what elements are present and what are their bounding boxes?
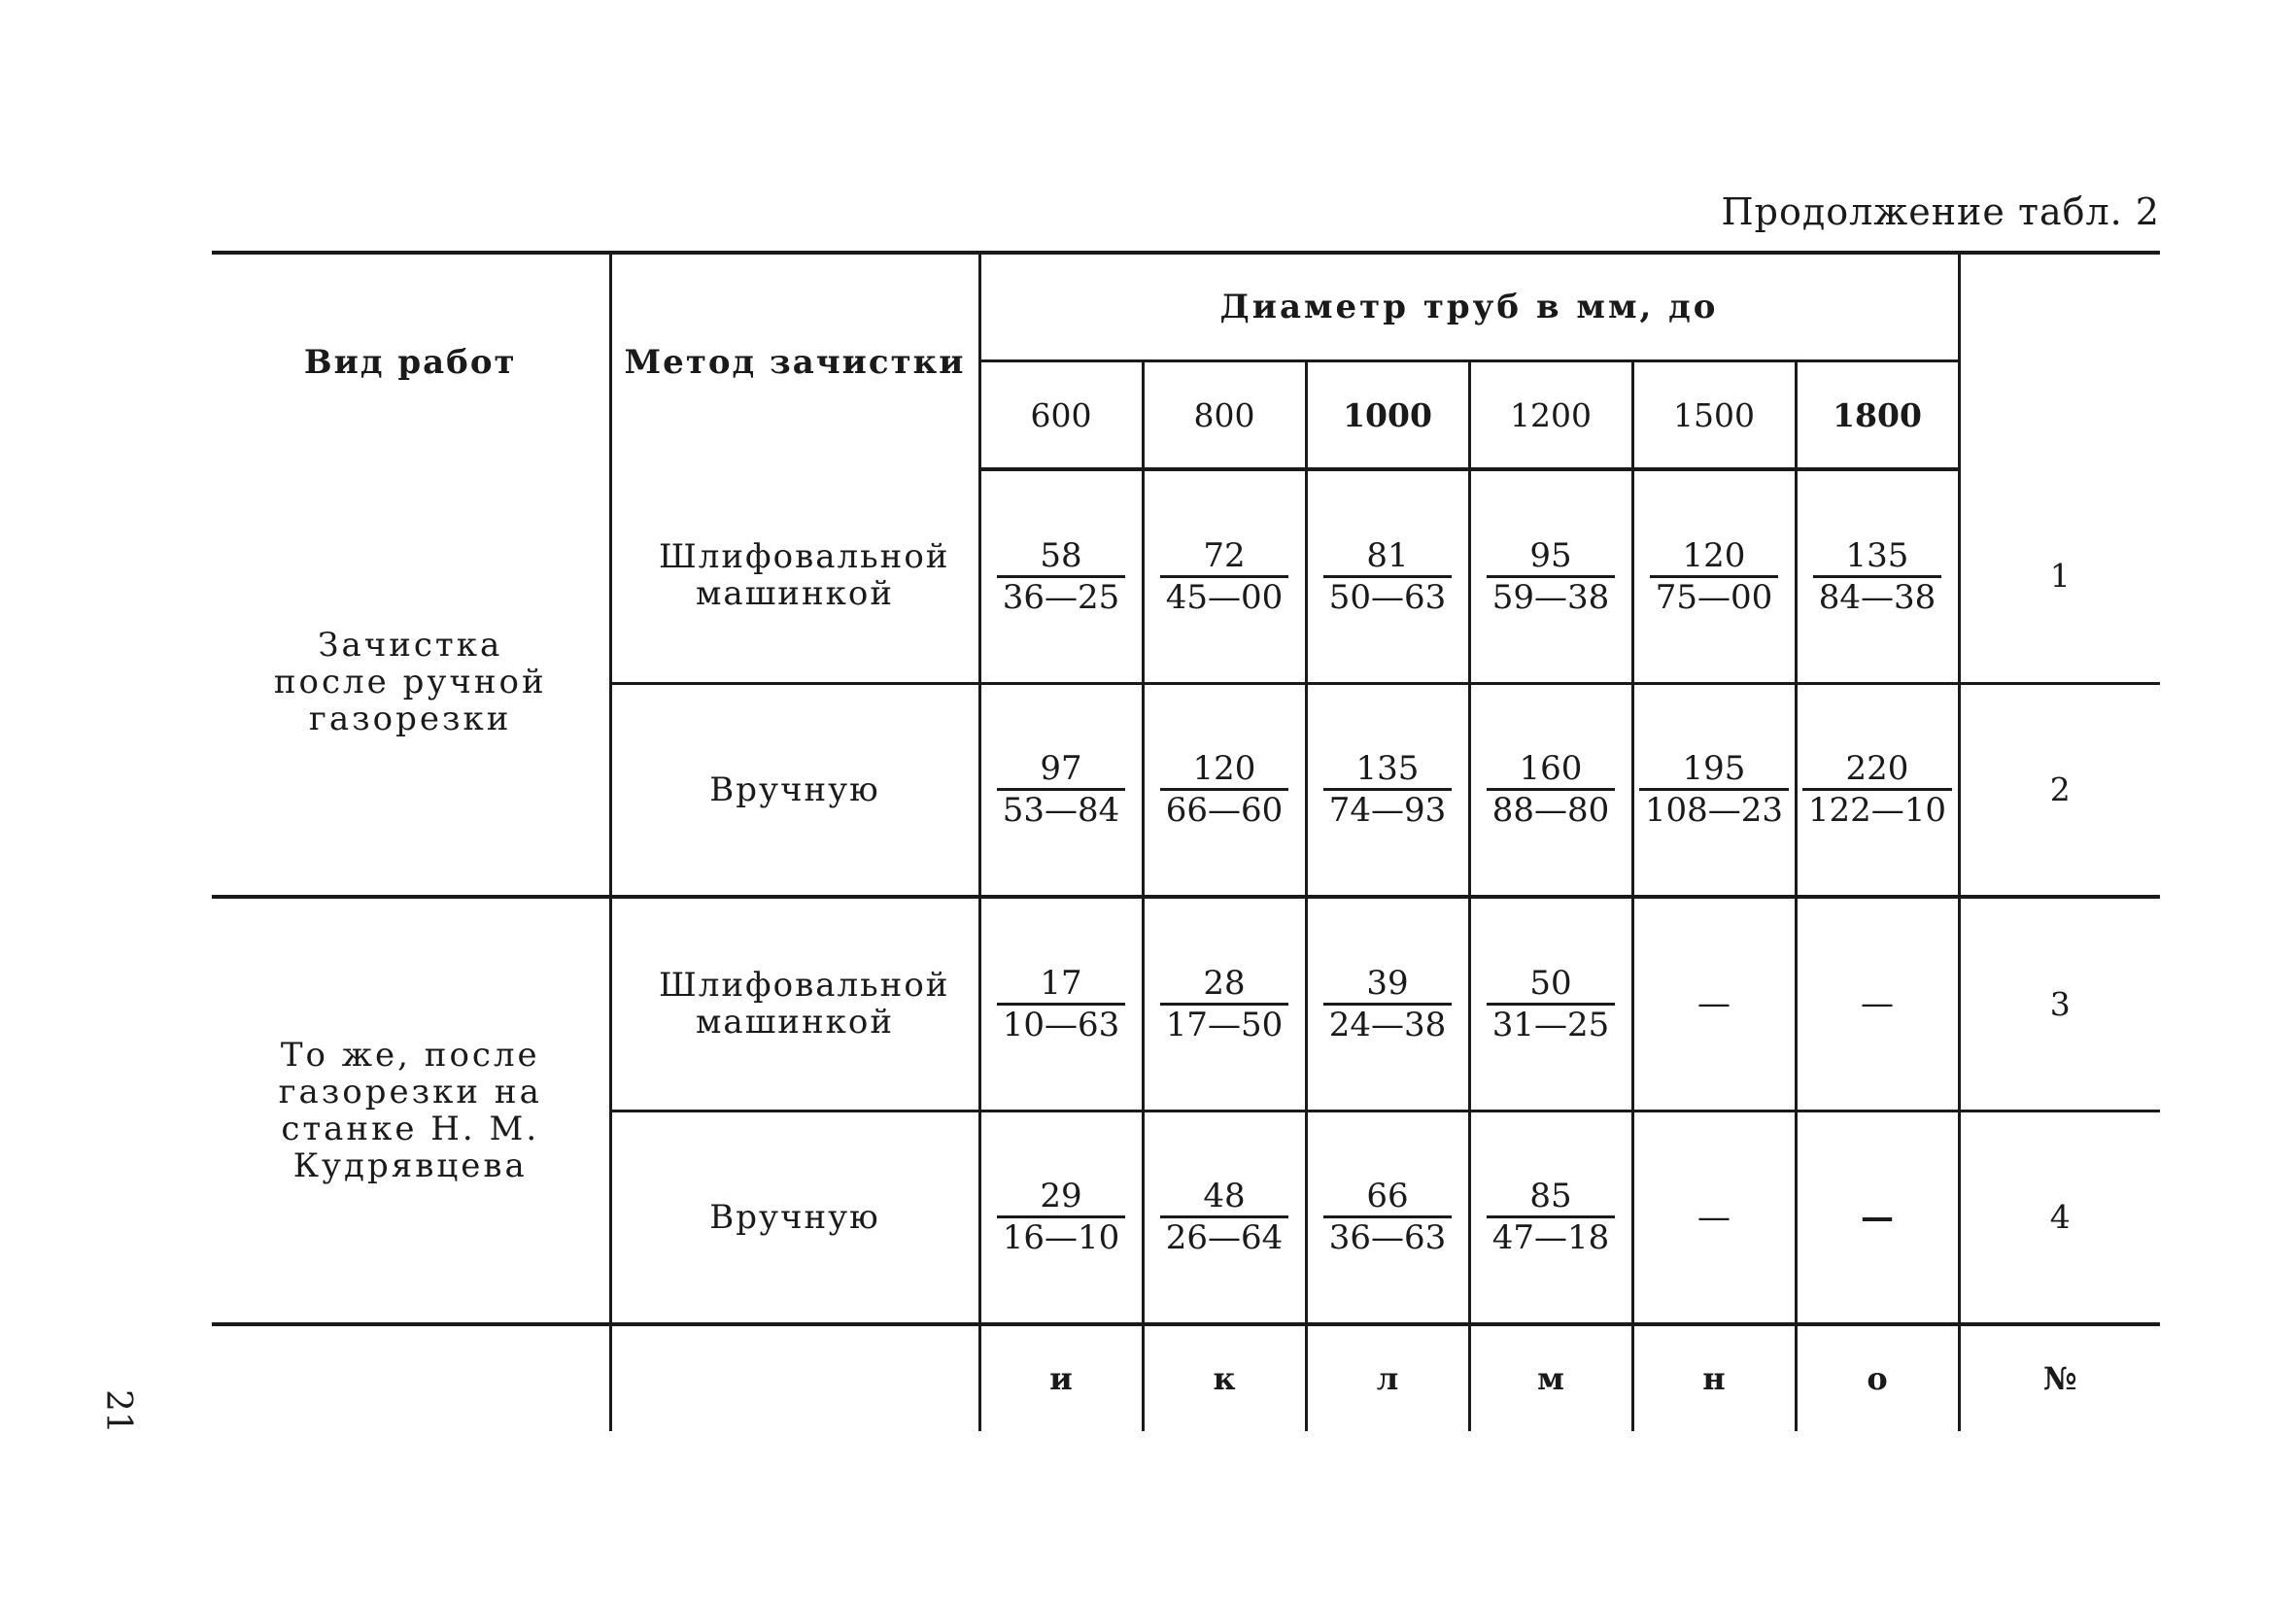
value-cell — [1796, 683, 1959, 897]
row-number: 3 — [1959, 897, 2160, 1111]
footer-empty — [610, 1324, 979, 1431]
method-cell — [610, 1111, 979, 1324]
value-cell — [1469, 897, 1632, 1111]
header-method — [610, 253, 979, 469]
value-cell — [1143, 897, 1306, 1111]
value-fraction: $\frac{58}{36—25}$ — [997, 536, 1126, 617]
value-cell — [1469, 683, 1632, 897]
value-fraction: $\frac{135}{84—38}$ — [1813, 536, 1942, 617]
header-work-type — [212, 253, 610, 469]
header-diameter-1000: 1000 — [1306, 361, 1469, 470]
value-cell — [1143, 469, 1306, 683]
value-fraction: $\frac{28}{17—50}$ — [1160, 964, 1289, 1044]
footer-letter: л — [1306, 1324, 1469, 1431]
empty-value-dash: — — [1861, 984, 1894, 1024]
value-fraction: $\frac{66}{36—63}$ — [1323, 1177, 1453, 1257]
value-fraction: $\frac{95}{59—38}$ — [1487, 536, 1616, 617]
value-fraction: $\frac{29}{16—10}$ — [997, 1177, 1126, 1257]
row-number: 1 — [1959, 469, 2160, 683]
norms-table — [212, 251, 2160, 1431]
value-fraction: $\frac{220}{122—10}$ — [1802, 749, 1952, 830]
value-cell — [1796, 469, 1959, 683]
value-fraction: $\frac{17}{10—63}$ — [997, 964, 1126, 1044]
value-fraction: $\frac{120}{66—60}$ — [1160, 749, 1289, 830]
value-cell — [1143, 683, 1306, 897]
row-number: 4 — [1959, 1111, 2160, 1324]
page-number: 21 — [98, 1389, 138, 1434]
work-type-label: То же, после газорезки на станке Н. М. Кудрявцева — [278, 1036, 542, 1185]
value-fraction: $\frac{39}{24—38}$ — [1323, 964, 1453, 1044]
value-cell — [1796, 897, 1959, 1111]
value-cell — [979, 1111, 1143, 1324]
footer-row — [212, 1324, 2160, 1431]
empty-value-dash: — — [1861, 1197, 1894, 1237]
value-cell — [1469, 469, 1632, 683]
value-fraction: $\frac{48}{26—64}$ — [1160, 1177, 1289, 1257]
footer-letter: н — [1632, 1324, 1796, 1431]
value-cell — [1143, 1111, 1306, 1324]
value-cell — [1306, 1111, 1469, 1324]
footer-number-sign: № — [1959, 1324, 2160, 1431]
value-fraction: $\frac{135}{74—93}$ — [1323, 749, 1453, 830]
value-fraction: $\frac{50}{31—25}$ — [1487, 964, 1616, 1044]
method-cell — [610, 683, 979, 897]
work-type-label: Зачистка после ручной газорезки — [273, 626, 547, 738]
empty-value-dash: — — [1697, 984, 1731, 1024]
row-number: 2 — [1959, 683, 2160, 897]
value-cell — [979, 897, 1143, 1111]
work-type-cell — [212, 469, 610, 897]
footer-letter: и — [979, 1324, 1143, 1431]
footer-letter: о — [1796, 1324, 1959, 1431]
header-diameter-label: Диаметр труб в мм, до — [1219, 288, 1719, 326]
value-cell — [1306, 897, 1469, 1111]
value-cell — [1632, 1111, 1796, 1324]
value-fraction: $\frac{195}{108—23}$ — [1639, 749, 1789, 830]
header-diameter-800: 800 — [1143, 361, 1306, 470]
value-cell — [1632, 897, 1796, 1111]
empty-value-dash: — — [1697, 1197, 1731, 1237]
header-method-label: Метод зачистки — [624, 342, 966, 382]
header-diameter-1200: 1200 — [1469, 361, 1632, 470]
method-label: Вручную — [709, 769, 880, 809]
value-cell — [1632, 469, 1796, 683]
value-fraction: $\frac{85}{47—18}$ — [1487, 1177, 1616, 1257]
table-row — [212, 469, 2160, 683]
table-caption: Продолжение табл. 2 — [1721, 190, 2160, 233]
value-fraction: $\frac{72}{45—00}$ — [1160, 536, 1289, 617]
work-type-cell — [212, 897, 610, 1324]
value-cell — [979, 469, 1143, 683]
footer-empty — [212, 1324, 610, 1431]
method-label: Шлифовальной машинкой — [659, 966, 950, 1043]
header-diameter-1800: 1800 — [1796, 361, 1959, 470]
method-cell — [610, 897, 979, 1111]
method-label: Вручную — [709, 1197, 880, 1237]
footer-letter: м — [1469, 1324, 1632, 1431]
method-cell — [610, 469, 979, 683]
header-diameter-600: 600 — [979, 361, 1143, 470]
footer-letter: к — [1143, 1324, 1306, 1431]
value-fraction: $\frac{97}{53—84}$ — [997, 749, 1126, 830]
value-cell — [979, 683, 1143, 897]
value-fraction: $\frac{160}{88—80}$ — [1487, 749, 1616, 830]
value-cell — [1632, 683, 1796, 897]
header-diameter-title — [979, 253, 1959, 361]
header-number-col — [1959, 253, 2160, 469]
value-cell — [1306, 683, 1469, 897]
value-fraction: $\frac{81}{50—63}$ — [1323, 536, 1453, 617]
value-cell — [1469, 1111, 1632, 1324]
value-fraction: $\frac{120}{75—00}$ — [1650, 536, 1779, 617]
value-cell — [1796, 1111, 1959, 1324]
header-diameter-1500: 1500 — [1632, 361, 1796, 470]
method-label: Шлифовальной машинкой — [659, 537, 950, 614]
value-cell — [1306, 469, 1469, 683]
header-work-type-label: Вид работ — [303, 342, 517, 382]
table-row — [212, 897, 2160, 1111]
